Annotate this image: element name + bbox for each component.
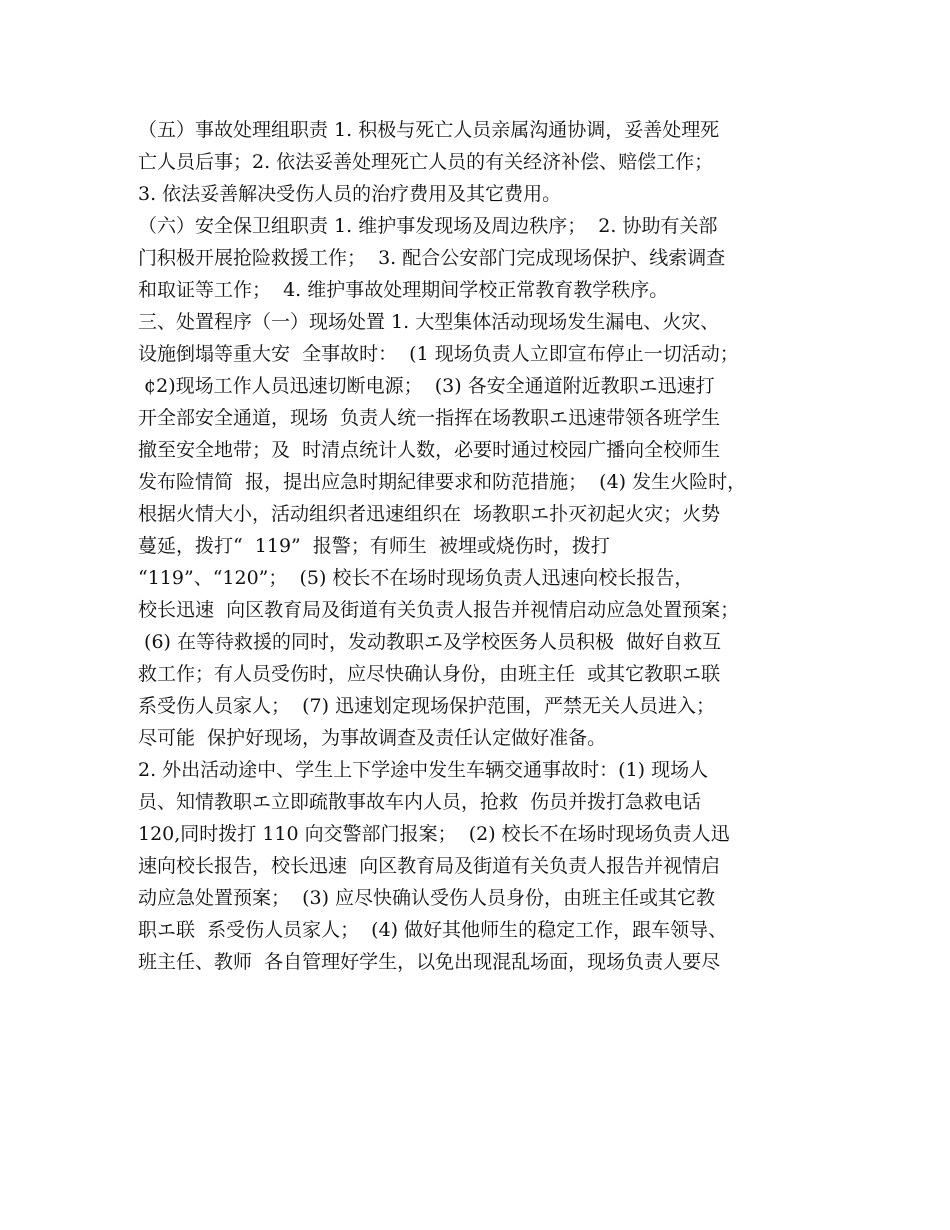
text-line: 救工作；有人员受伤时，应尽快确认身份，由班主任 或其它教职エ联 xyxy=(138,663,721,685)
text-line: 2. 外出活动途中、学生上下学途中发生车辆交通事故时：(1) 现场人 xyxy=(138,759,709,781)
document-body xyxy=(138,114,828,978)
text-line: 根据火情大小，活动组织者迅速组织在 场教职エ扑灭初起火灾；火势 xyxy=(138,503,721,525)
text-line: 120,同时拨打 110 向交警部门报案； (2) 校长不在场时现场负责人迅 xyxy=(138,823,730,845)
text-line: 三、处置程序（一）现场处置 1. 大型集体活动现场发生漏电、火灾、 xyxy=(138,311,720,333)
text-line: 开全部安全通道，现场 负责人统一指挥在场教职エ迅速带领各班学生 xyxy=(138,407,721,429)
text-line: 3. 依法妥善解决受伤人员的治疗费用及其它费用。 xyxy=(138,183,562,205)
text-line: 动应急处置预案； (3) 应尽快确认受伤人员身份，由班主任或其它教 xyxy=(138,887,716,909)
text-line: 门积极开展抢险救援工作； 3. 配合公安部门完成现场保护、线索调查 xyxy=(138,247,726,269)
text-line: （六）安全保卫组职责 1. 维护事发现场及周边秩序； 2. 协助有关部 xyxy=(138,215,718,237)
text-line: 系受伤人员家人； (7) 迅速划定现场保护范围，严禁无关人员进入； xyxy=(138,695,716,717)
text-line: 员、知情教职エ立即疏散事故车内人员，抢救 伤员并拨打急救电话 xyxy=(138,791,702,813)
text-line: “119”、“120”； (5) 校长不在场时现场负责人迅速向校长报告， xyxy=(138,567,694,589)
text-line: 发布险情简 报，提出应急时期紀律要求和防范措施； (4) 发生火险时， xyxy=(138,471,747,493)
text-line: 速向校长报告，校长迅速 向区教育局及街道有关负责人报告并视情启 xyxy=(138,855,721,877)
text-line: ¢2)现场工作人员迅速切断电源； (3) 各安全通道附近教职エ迅速打 xyxy=(138,375,715,397)
text-line: （五）事故处理组职责 1. 积极与死亡人员亲属沟通协调，妥善处理死 xyxy=(138,119,720,141)
text-line: 蔓延，拨打“ 119” 报警；有师生 被埋或烧伤时，拨打 xyxy=(138,535,610,557)
text-line: 和取证等工作； 4. 维护事故处理期间学校正常教育教学秩序。 xyxy=(138,279,669,301)
text-line: 尽可能 保护好现场，为事故调查及责任认定做好准备。 xyxy=(138,727,607,749)
text-line: 职エ联 系受伤人员家人； (4) 做好其他师生的稳定工作，跟车领导、 xyxy=(138,919,728,941)
text-line: 撤至安全地带；及 时清点统计人数，必要时通过校园广播向全校师生 xyxy=(138,439,721,461)
text-line: (6) 在等待救援的同时，发动教职エ及学校医务人员积极 做好自救互 xyxy=(138,631,722,653)
text-line: 亡人员后事；2. 依法妥善处理死亡人员的有关经济补偿、赔偿工作； xyxy=(138,151,714,173)
text-line: 校长迅速 向区教育局及街道有关负责人报告并视情启动应急处置预案； xyxy=(138,599,740,621)
text-line: 设施倒塌等重大安 全事故时： (1 现场负责人立即宣布停止一切活动； xyxy=(138,343,739,365)
text-line: 班主任、教师 各自管理好学生，以免出现混乱场面，现场负责人要尽 xyxy=(138,951,721,973)
